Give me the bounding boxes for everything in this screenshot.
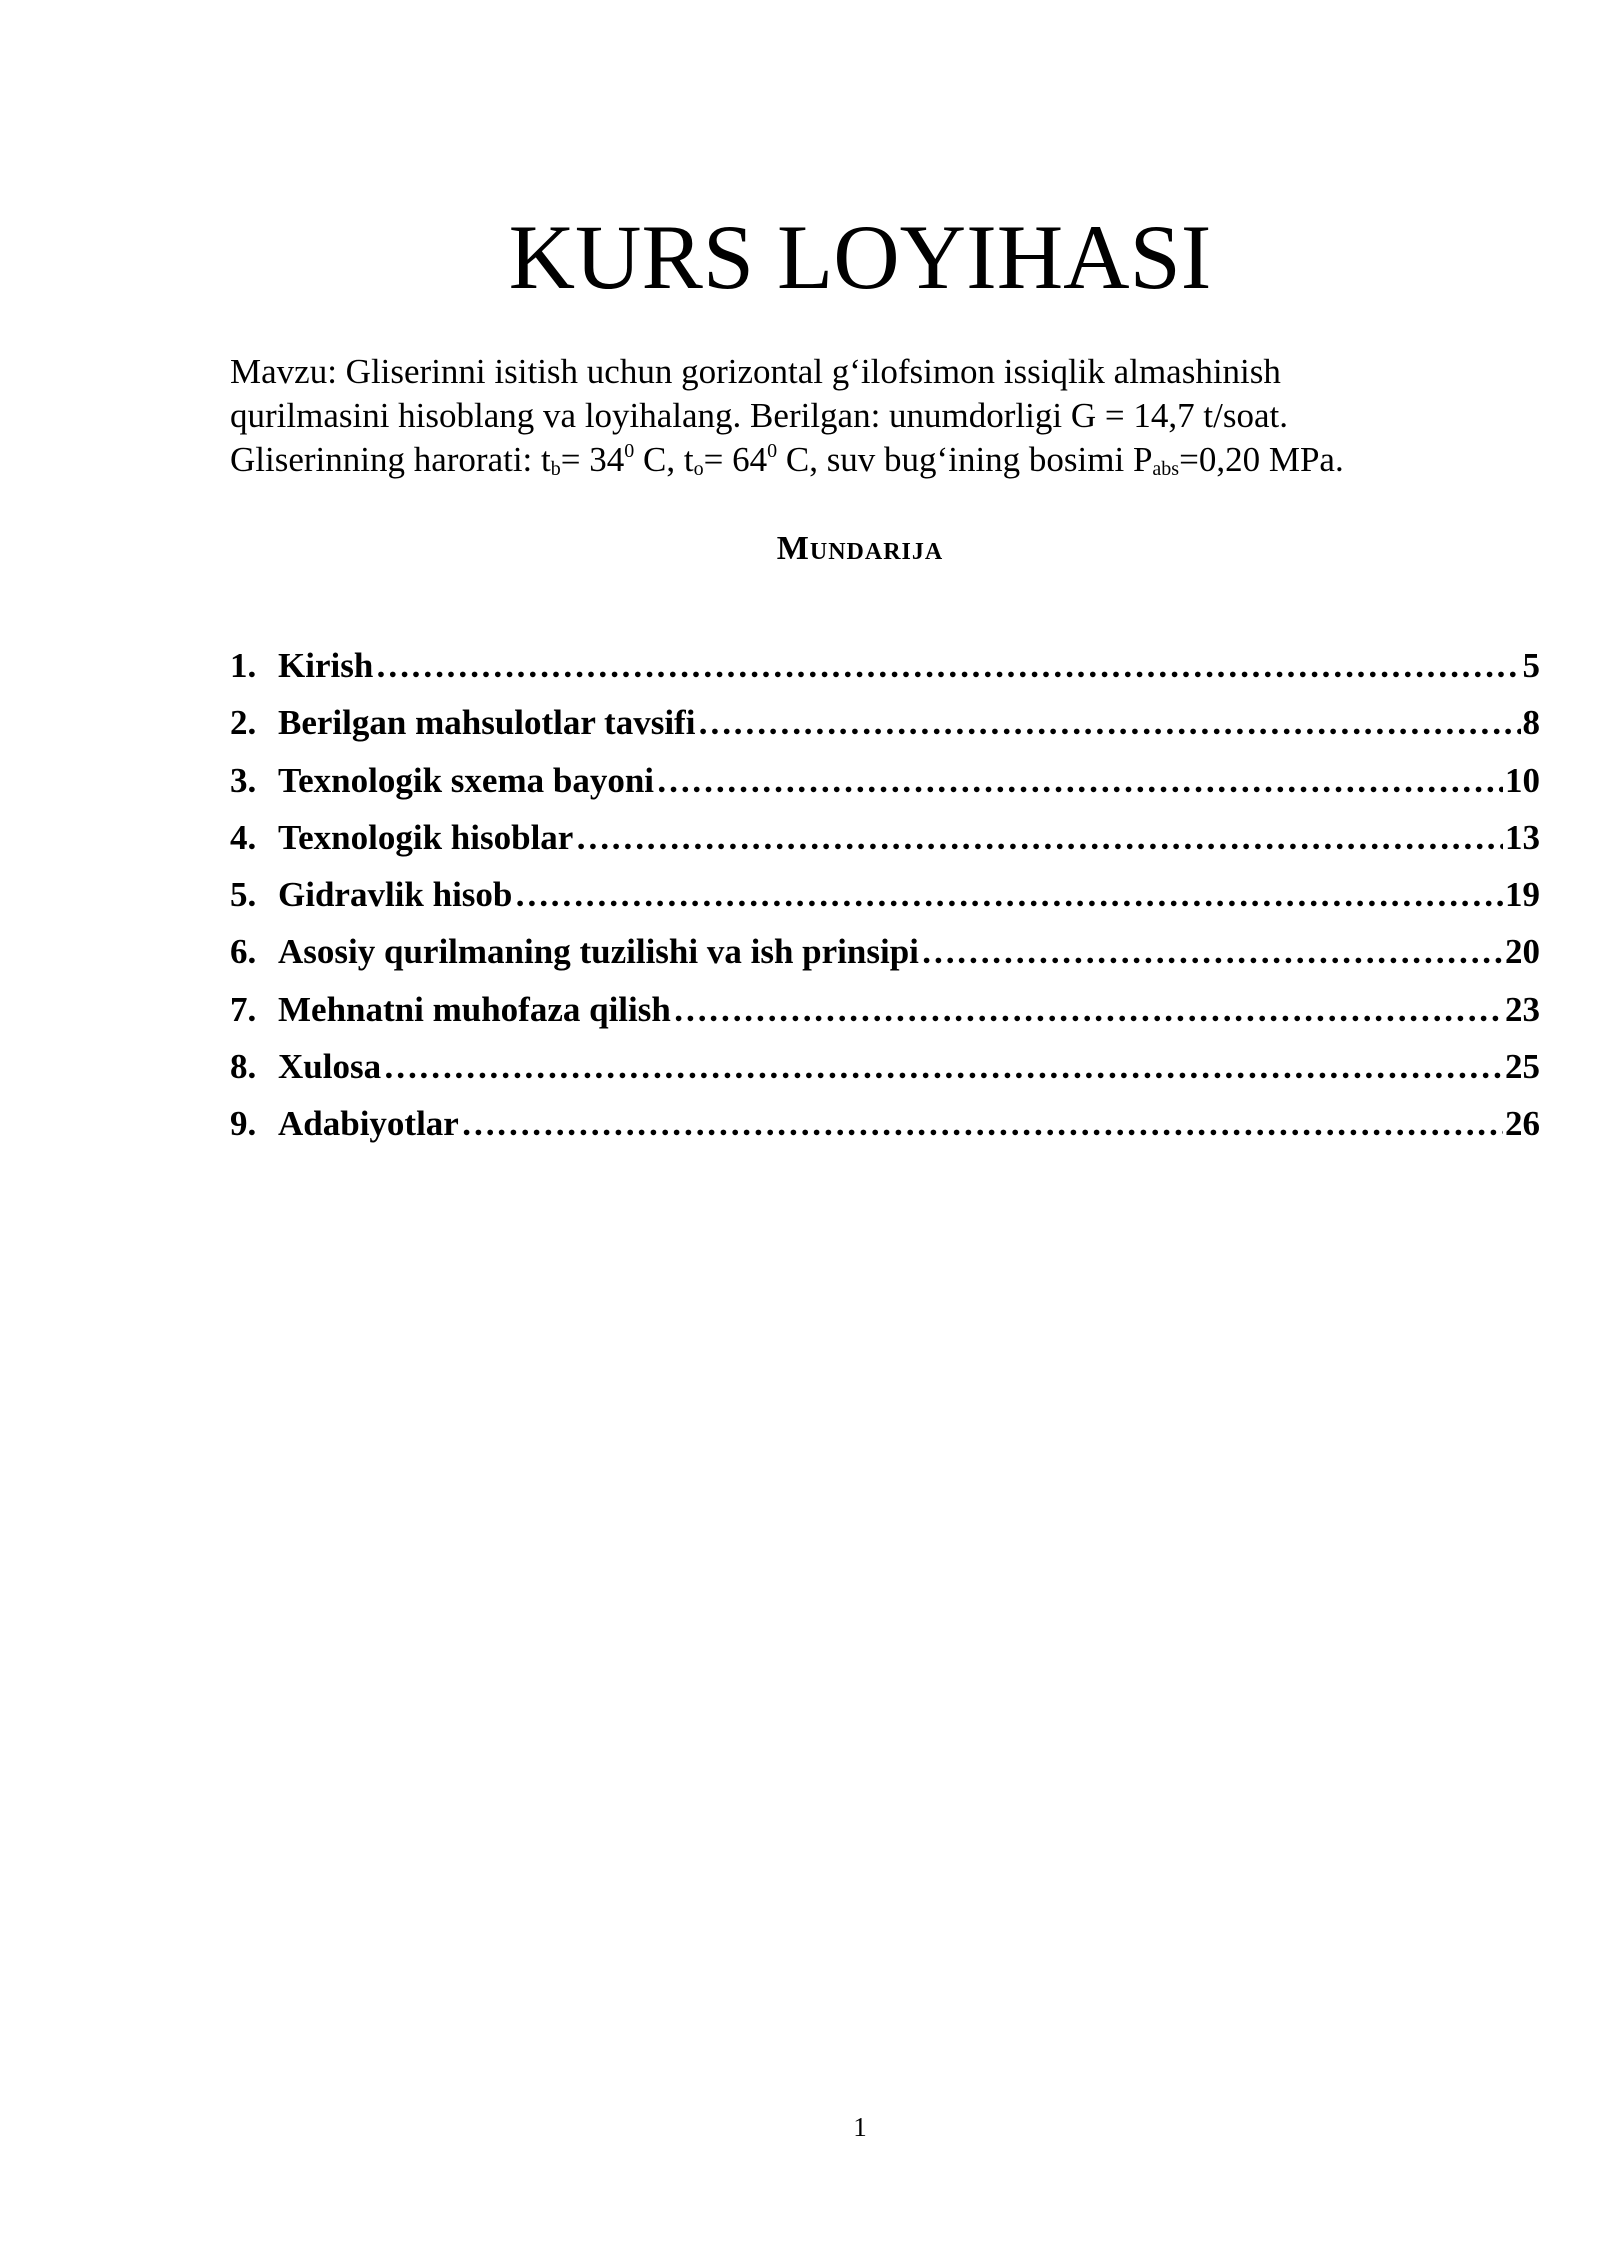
toc-entry[interactable] [230, 1047, 1540, 1104]
toc-entry-page: 26 [1505, 1104, 1540, 1144]
subscript: abs [1152, 458, 1180, 480]
topic-text: C, suv bug‘ining bosimi P [777, 440, 1153, 479]
toc-heading: Mundarija [776, 530, 944, 567]
toc-entry-page: 13 [1505, 817, 1540, 857]
toc-entry[interactable] [230, 1104, 1540, 1161]
toc-entry-label: Mehnatni muhofaza qilish [278, 989, 671, 1029]
toc-dot-leader [375, 646, 1520, 686]
toc-dot-leader [575, 818, 1503, 858]
topic-text: =0,20 MPa. [1179, 440, 1344, 479]
toc-dot-leader [514, 875, 1503, 915]
toc-entry-page: 19 [1505, 875, 1540, 915]
toc-entry[interactable] [230, 646, 1540, 703]
topic-line-1: Mavzu: Gliserinni isitish uchun gorizontal g‘ilofsimon issiqlik almashinish [230, 352, 1281, 391]
toc-dot-leader [673, 990, 1503, 1030]
table-of-contents [230, 646, 1540, 1162]
superscript: 0 [624, 440, 635, 462]
toc-entry-page: 5 [1522, 646, 1540, 685]
toc-entry-label: Xulosa [278, 1047, 382, 1087]
toc-entry-label: Adabiyotlar [278, 1104, 459, 1144]
toc-entry-page: 10 [1505, 760, 1540, 800]
toc-entry-label: Gidravlik hisob [278, 875, 513, 915]
toc-entry-page: 8 [1522, 703, 1540, 743]
topic-text: = 64 [703, 440, 768, 479]
toc-entry-page: 25 [1505, 1047, 1540, 1087]
toc-entry[interactable] [230, 875, 1540, 932]
toc-entry-number: 1. [230, 646, 257, 685]
topic-paragraph [230, 350, 1470, 482]
toc-entry[interactable] [230, 761, 1540, 818]
toc-entry-label: Asosiy qurilmaning tuzilishi va ish prinsipi [278, 932, 919, 972]
toc-dot-leader [921, 932, 1503, 972]
toc-dot-leader [383, 1047, 1503, 1087]
page-number: 1 [853, 2112, 867, 2142]
toc-entry-page: 20 [1505, 932, 1540, 972]
superscript: 0 [767, 440, 778, 462]
toc-entry-number: 8. [230, 1047, 257, 1087]
toc-entry-label: Kirish [278, 646, 374, 685]
topic-line-3 [230, 438, 1470, 482]
subscript: o [693, 458, 704, 480]
topic-line-2: qurilmasini hisoblang va loyihalang. Berilgan: unumdorligi G = 14,7 t/soat. [230, 396, 1288, 435]
toc-entry[interactable] [230, 932, 1540, 989]
toc-entry-number: 7. [230, 989, 257, 1029]
toc-entry-number: 3. [230, 760, 257, 800]
document-title: KURS LOYIHASI [508, 206, 1212, 308]
subscript: b [550, 458, 561, 480]
toc-entry-page: 23 [1505, 989, 1540, 1029]
toc-entry[interactable] [230, 703, 1540, 760]
toc-entry[interactable] [230, 818, 1540, 875]
toc-entry-number: 2. [230, 703, 257, 743]
toc-entry-number: 5. [230, 875, 257, 915]
toc-dot-leader [697, 703, 1520, 743]
toc-entry-label: Berilgan mahsulotlar tavsifi [278, 703, 696, 743]
toc-entry-number: 9. [230, 1104, 257, 1144]
toc-entry-label: Texnologik hisoblar [278, 817, 574, 857]
toc-dot-leader [461, 1104, 1503, 1144]
toc-dot-leader [656, 761, 1503, 801]
toc-entry-label: Texnologik sxema bayoni [278, 760, 655, 800]
topic-text: = 34 [560, 440, 625, 479]
topic-text: C, t [634, 440, 694, 479]
toc-entry-number: 6. [230, 932, 257, 972]
toc-entry-number: 4. [230, 817, 257, 857]
toc-entry[interactable] [230, 990, 1540, 1047]
topic-text: Gliserinning harorati: t [230, 440, 551, 479]
